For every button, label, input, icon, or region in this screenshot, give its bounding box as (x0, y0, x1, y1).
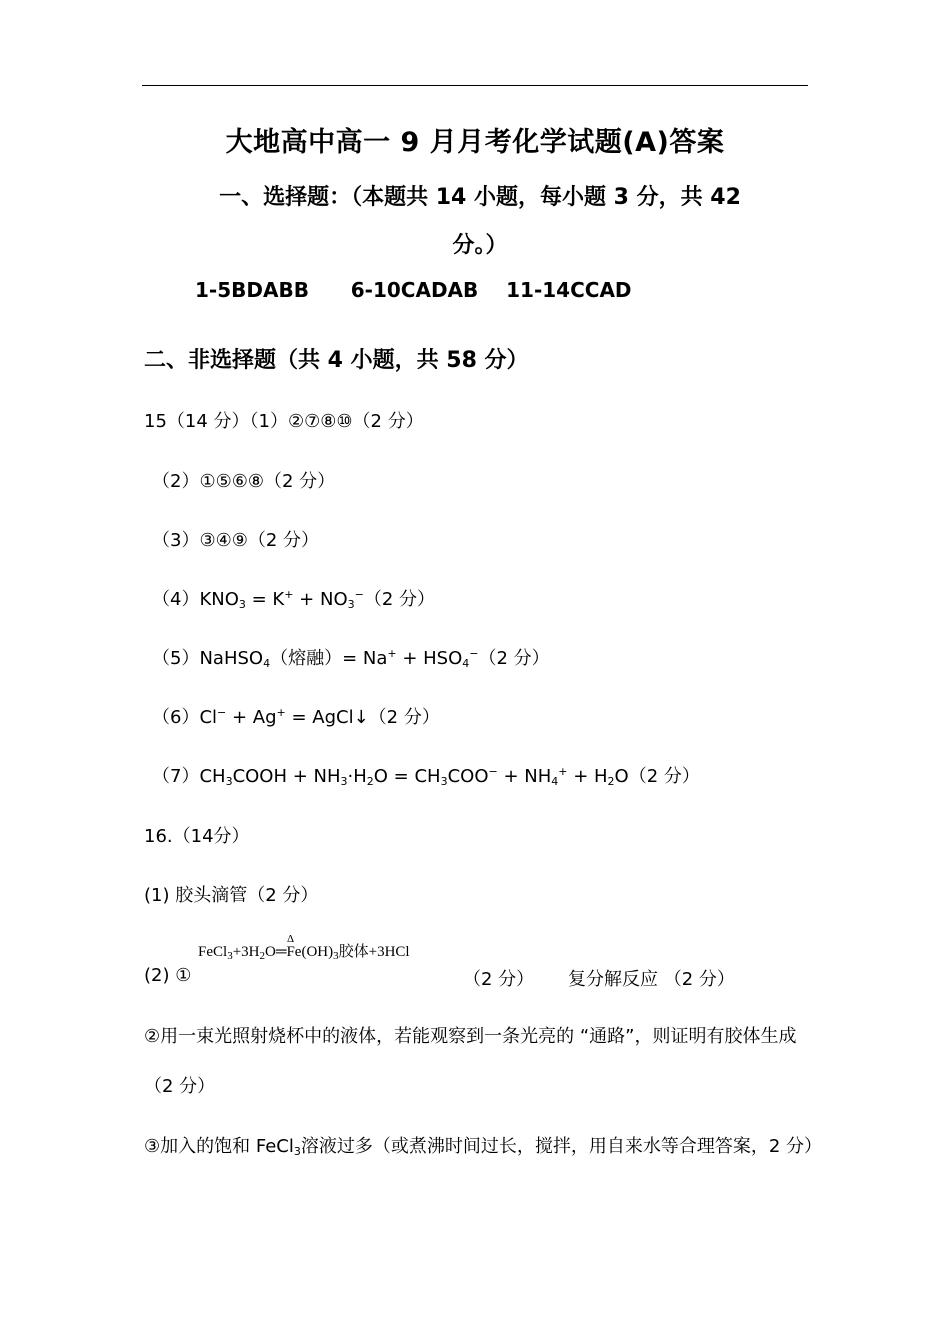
q15-part2: （2）①⑤⑥⑧（2 分） (152, 471, 336, 492)
q15-part3: （3）③④⑨（2 分） (152, 530, 320, 551)
q16-part2-score: （2 分） (463, 969, 535, 990)
q16-header: 16.（14分） (144, 826, 250, 847)
q16-part2-label: (2) ① (144, 965, 192, 986)
q15-part6: （6）Cl− + Ag+ = AgCl↓（2 分） (152, 706, 440, 728)
q16-part2-tyndall: ②用一束光照射烧杯中的液体，若能观察到一条光亮的 “通路”，则证明有胶体生成（2 分） (144, 1026, 797, 1097)
q16-reaction-type: 复分解反应 （2 分） (568, 969, 735, 990)
q15-header: 15（14 分）（1）②⑦⑧⑩（2 分） (144, 411, 424, 432)
page-title: 大地高中高一 9 月月考化学试题(A)答案 (225, 127, 725, 158)
section1-line2: 分。） (452, 233, 508, 258)
section1-heading (160, 174, 800, 270)
header-rule (142, 85, 808, 86)
q16-part1: (1) 胶头滴管（2 分） (144, 885, 319, 906)
q15-part4: $(4)KNO_3 = K^+ + NO_3^-(2$ 分） (152, 588, 436, 611)
q15-part5: （5）NaHSO$_4$（熔融）= $Na^+ + HSO_4^-(2$ 分） (152, 647, 550, 670)
hydrolysis-equation: $FeCl_3+3H_2O═$ Δ $Fe(OH)_3$胶体+3HCl (198, 933, 410, 962)
answers-1-5: 1-5BDABB (195, 278, 309, 302)
section2-heading: 二、非选择题（共 4 小题，共 58 分） (144, 348, 529, 373)
answers-11-14: 11-14CCAD (506, 278, 632, 302)
answers-6-10: 6-10CADAB (350, 278, 479, 302)
section1-line1: 一、选择题：（本题共 14 小题，每小题 3 分，共 42 (219, 185, 741, 210)
q16-part3: ③加入的饱和 FeCl$_3$溶液过多（或煮沸时间过长，搅拌，用自来水等合理答案，2 分） (144, 1136, 823, 1158)
q15-part7: $(7)CH_3COOH + NH_3\cdot H_2O = CH_3COO^- + NH_4^+ + H_2O(2$ 分） (152, 765, 700, 788)
multiple-choice-answers (195, 278, 632, 302)
heat-symbol: Δ (287, 933, 295, 945)
